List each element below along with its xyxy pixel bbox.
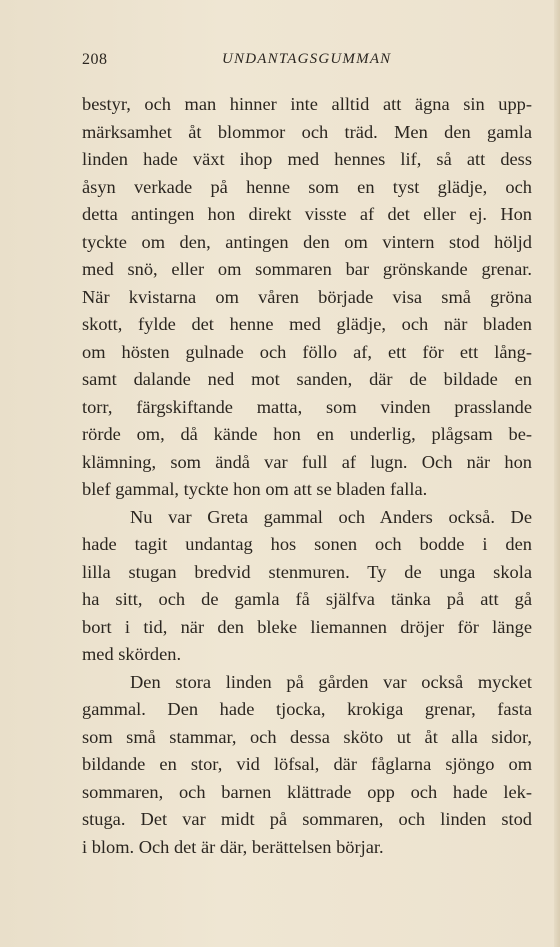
text-line: stuga. Det var midt på sommaren, och linden stod	[82, 809, 532, 829]
text-line: torr, färgskiftande matta, som vinden prasslande	[82, 396, 532, 417]
text-line: Nu var Greta gammal och Anders också. De	[130, 506, 532, 527]
text-line: rörde om, då kände hon en underlig, plågsam be-	[82, 424, 532, 444]
text-line: med skörden.	[82, 644, 182, 664]
text-line: skott, fylde det henne med glädje, och när bladen	[82, 314, 532, 334]
text-line: märksamhet åt blommor och träd. Men den gamla	[82, 121, 532, 142]
page-header	[82, 51, 532, 73]
page-number: 208	[82, 51, 108, 68]
text-line: detta antingen hon direkt visste af det eller ej. Hon	[82, 204, 532, 224]
body-text	[82, 91, 532, 861]
text-line: bort i tid, när den bleke liemannen dröjer för länge	[82, 616, 532, 637]
text-line: När kvistarna om våren började visa små gröna	[82, 286, 532, 307]
text-line: klämning, som ändå var full af lugn. Och när hon	[82, 451, 532, 472]
text-line: bildande en stor, vid löfsal, där fåglarna sjöngo om	[82, 754, 532, 774]
text-line: ha sitt, och de gamla få själfva tänka på att gå	[82, 589, 532, 609]
text-line: som små stammar, och dessa sköto ut åt alla sidor,	[82, 726, 532, 747]
running-head: UNDANTAGSGUMMAN	[222, 51, 392, 67]
text-line: blef gammal, tyckte hon om att se bladen falla.	[82, 479, 428, 499]
text-line: sommaren, och barnen klättrade opp och hade lek-	[82, 781, 532, 802]
text-line: Den stora linden på gården var också mycket	[130, 671, 532, 692]
text-line: hade tagit undantag hos sonen och bodde i den	[82, 534, 532, 554]
text-line: åsyn verkade på henne som en tyst glädje, och	[82, 176, 532, 197]
text-line: om hösten gulnade och föllo af, ett för ett lång-	[82, 341, 532, 362]
text-line: linden hade växt ihop med hennes lif, så att dess	[82, 149, 532, 169]
text-line: bestyr, och man hinner inte alltid att ägna sin upp-	[82, 94, 532, 114]
text-line: tyckte om den, antingen den om vintern stod höljd	[82, 231, 532, 252]
text-line: med snö, eller om sommaren bar grönskande grenar.	[82, 259, 532, 279]
text-line: samt dalande ned mot sanden, där de bildade en	[82, 369, 532, 389]
page-edge	[554, 0, 560, 947]
text-line: lilla stugan bredvid stenmuren. Ty de unga skola	[82, 561, 532, 582]
text-line: gammal. Den hade tjocka, krokiga grenar, fasta	[82, 699, 532, 719]
text-line: i blom. Och det är där, berättelsen börjar.	[82, 836, 384, 857]
